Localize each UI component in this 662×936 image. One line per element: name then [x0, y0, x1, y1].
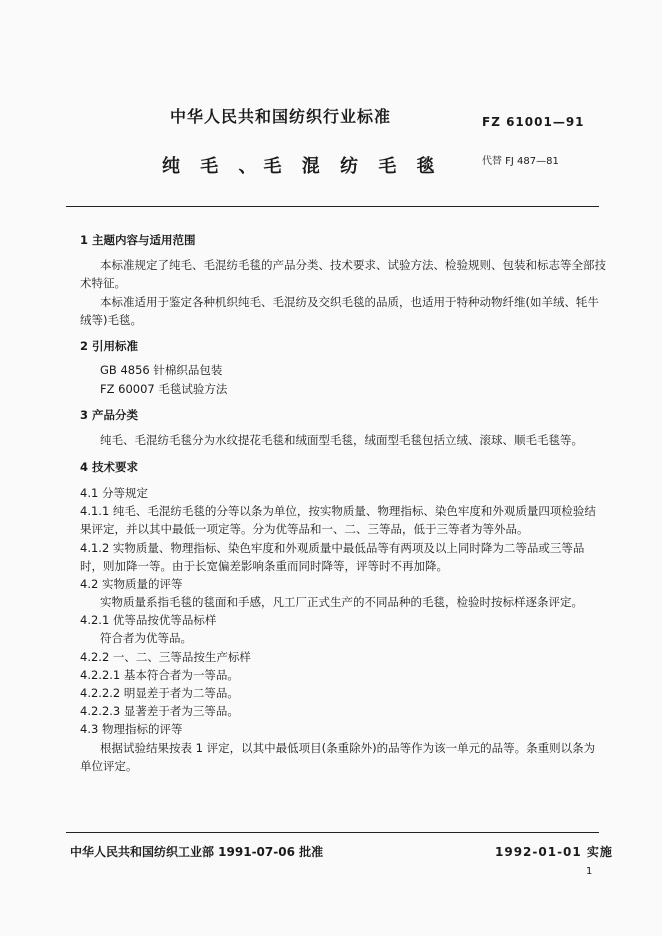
clause-4-3-paragraph-line-2: 单位评定。 [80, 759, 138, 773]
section-1-heading: 1 主题内容与适用范围 [80, 233, 196, 247]
clause-4-2-1-paragraph: 符合者为优等品。 [100, 631, 192, 645]
section-1-paragraph-1-line-2: 术特征。 [80, 276, 126, 290]
section-2-heading: 2 引用标准 [80, 339, 139, 353]
section-1-paragraph-2-line-1: 本标准适用于鉴定各种机织纯毛、毛混纺及交织毛毯的品质，也适用于特种动物纤维(如羊绒、牦牛 [100, 295, 599, 309]
clause-4-2-2-2: 4.2.2.2 明显差于者为二等品。 [80, 686, 239, 700]
replaces-note: 代替 FJ 487—81 [482, 156, 559, 167]
clause-4-2-2: 4.2.2 一、二、三等品按生产标样 [80, 650, 251, 664]
clause-4-2-2-3: 4.2.2.3 显著差于者为三等品。 [80, 704, 239, 718]
section-1-paragraph-2-line-2: 绒等)毛毯。 [80, 313, 142, 327]
clause-4-1-1-line-2: 果评定，并以其中最低一项定等。分为优等品和一、二、三等品，低于三等者为等外品。 [80, 522, 529, 536]
reference-gb4856: GB 4856 针棉织品包装 [100, 363, 223, 377]
clause-4-3: 4.3 物理指标的评等 [80, 722, 183, 736]
standard-code: FZ 61001—91 [482, 115, 585, 129]
section-1-paragraph-1-line-1: 本标准规定了纯毛、毛混纺毛毯的产品分类、技术要求、试验方法、检验规则、包装和标志等全部技 [100, 258, 606, 272]
clause-4-2: 4.2 实物质量的评等 [80, 577, 183, 591]
clause-4-2-2-1: 4.2.2.1 基本符合者为一等品。 [80, 668, 239, 682]
page-number: 1 [586, 866, 593, 877]
document-title: 纯 毛 、毛 混 纺 毛 毯 [162, 156, 442, 177]
clause-4-3-paragraph-line-1: 根据试验结果按表 1 评定，以其中最低项目(条重除外)的品等作为该一单元的品等。条重则以条为 [100, 741, 596, 755]
header-divider [66, 206, 599, 207]
clause-4-2-paragraph: 实物质量系指毛毯的毯面和手感，凡工厂正式生产的不同品种的毛毯，检验时按标样逐条评定。 [100, 595, 583, 609]
clause-4-1-1-line-1: 4.1.1 纯毛、毛混纺毛毯的分等以条为单位，按实物质量、物理指标、染色牢度和外观质量四项检验结 [80, 504, 596, 518]
clause-4-1-2-line-1: 4.1.2 实物质量、物理指标、染色牢度和外观质量中最低品等有两项及以上同时降为二等品或三等品 [80, 541, 585, 555]
clause-4-1-2-line-2: 时，则加降一等。由于长宽偏差影响条重而同时降等，评等时不再加降。 [80, 559, 448, 573]
section-3-paragraph: 纯毛、毛混纺毛毯分为水纹提花毛毯和绒面型毛毯，绒面型毛毯包括立绒、滚球、顺毛毛毯等。 [100, 433, 583, 447]
standard-title: 中华人民共和国纺织行业标准 [170, 107, 392, 126]
section-4-heading: 4 技术要求 [80, 460, 139, 474]
clause-4-1: 4.1 分等规定 [80, 486, 148, 500]
reference-fz60007: FZ 60007 毛毯试验方法 [100, 382, 228, 396]
section-3-heading: 3 产品分类 [80, 408, 139, 422]
clause-4-2-1: 4.2.1 优等品按优等品标样 [80, 613, 217, 627]
approval-line: 中华人民共和国纺织工业部 1991-07-06 批准 [70, 845, 324, 859]
footer-divider [66, 832, 599, 833]
effective-date: 1992-01-01 实施 [495, 845, 613, 859]
